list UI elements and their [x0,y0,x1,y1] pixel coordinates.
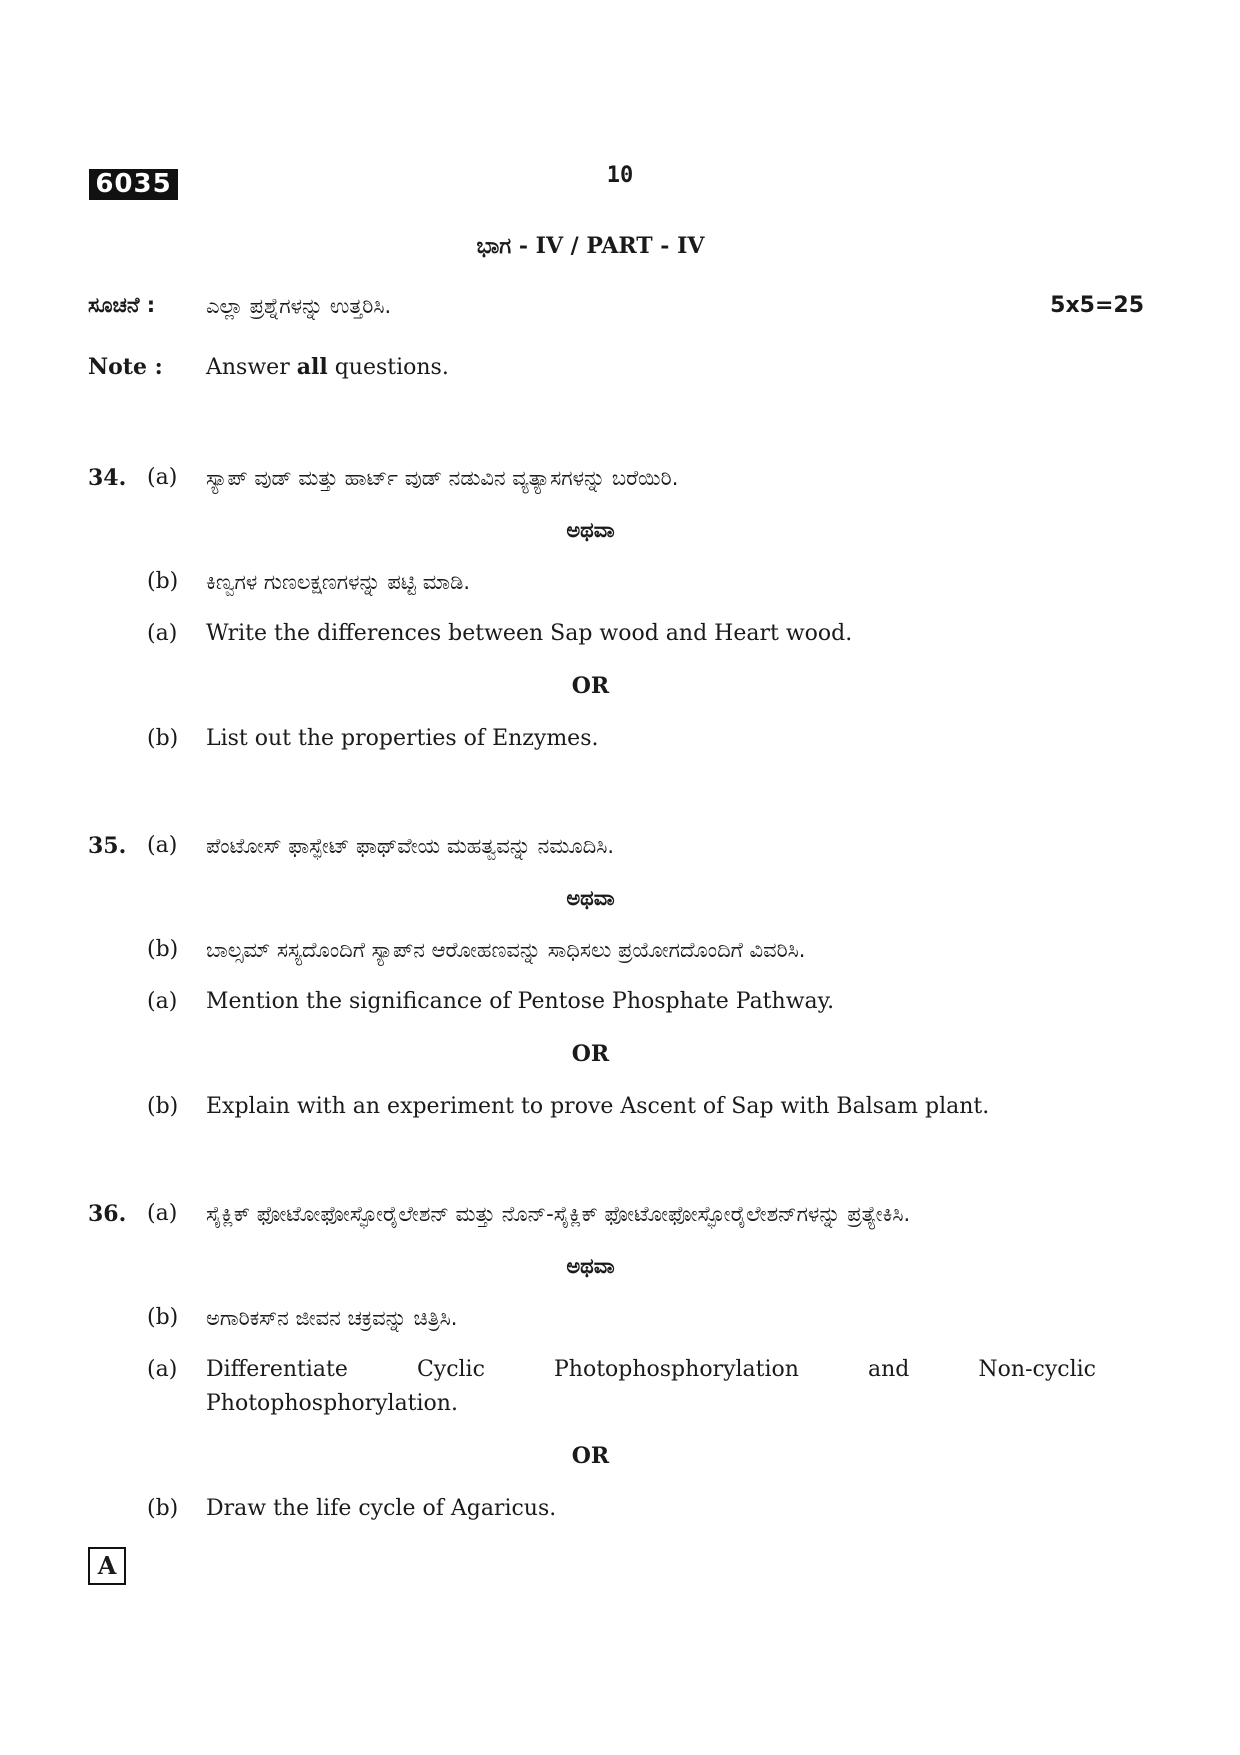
q35-kannada-option-b: ಬಾಲ್ಸಮ್ ಸಸ್ಯದೊಂದಿಗೆ ಸ್ಯಾಪ್‌ನ ಆರೋಹಣವನ್ನು ಸಾಧಿಸಲು ಪ್ರಯೋಗದೊಂದಿಗೆ ವಿವರಿಸಿ. [206,938,806,962]
q34-english-option-a: Write the differences between Sap wood and Heart wood. [206,621,853,646]
q36-english-or: OR [571,1443,610,1469]
q36-kn-option-b-label: (b) [147,1305,179,1330]
instruction-label-kannada: ಸೂಚನೆ : [88,293,156,317]
q36-en-option-a-label: (a) [147,1357,178,1382]
q36-kannada-or: ಅಥವಾ [566,1254,615,1278]
question-set-box: A [88,1547,126,1585]
q34-english-or: OR [571,673,610,699]
q36-english-option-b: Draw the life cycle of Agaricus. [206,1496,557,1521]
q34-kannada-option-a: ಸ್ಯಾಪ್ ವುಡ್ ಮತ್ತು ಹಾರ್ಟ್ ವುಡ್ ನಡುವಿನ ವ್ಯತ್ಯಾಸಗಳನ್ನು ಬರೆಯಿರಿ. [206,466,679,490]
paper-code-badge: 6035 [89,169,178,200]
q35-kn-option-b-label: (b) [147,937,179,962]
q35-en-option-a-label: (a) [147,989,178,1014]
page-number: 10 [606,163,634,188]
note-label: Note : [88,354,163,380]
q36-english-option-a-line2: Photophosphorylation. [206,1391,458,1416]
q34-kn-option-b-label: (b) [147,569,179,594]
q36-kn-option-a-label: (a) [147,1201,178,1226]
q34-english-option-b: List out the properties of Enzymes. [206,726,599,751]
question-number-34: 34. [88,465,127,491]
q34-en-option-a-label: (a) [147,621,178,646]
q35-kannada-or: ಅಥವಾ [566,886,615,910]
q35-kannada-option-a: ಪೆಂಟೋಸ್ ಫಾಸ್ಫೇಟ್ ಫಾಥ್‌ವೇಯ ಮಹತ್ವವನ್ನು ನಮೂದಿಸಿ. [206,834,615,858]
part-title: ಭಾಗ - IV / PART - IV [476,233,705,259]
q34-kannada-option-b: ಕಿಣ್ವಗಳ ಗುಣಲಕ್ಷಣಗಳನ್ನು ಪಟ್ಟಿ ಮಾಡಿ. [206,570,471,594]
q35-english-option-b: Explain with an experiment to prove Ascent of Sap with Balsam plant. [206,1094,990,1119]
question-number-36: 36. [88,1201,127,1227]
note-text-after: questions. [334,355,449,380]
q34-kannada-or: ಅಥವಾ [566,518,615,542]
question-number-35: 35. [88,833,127,859]
q36-kannada-option-b: ಅಗಾರಿಕಸ್‌ನ ಜೀವನ ಚಕ್ರವನ್ನು ಚಿತ್ರಿಸಿ. [206,1306,458,1330]
note-text-bold: all [296,354,328,380]
marks-scheme: 5x5=25 [1050,293,1144,318]
q35-kn-option-a-label: (a) [147,833,178,858]
q34-en-option-b-label: (b) [147,726,179,751]
q36-en-option-b-label: (b) [147,1496,179,1521]
q36-english-option-a-line1: Differentiate Cyclic Photophosphorylation and Non-cyclic [206,1357,1096,1382]
note-text-before: Answer [206,355,290,380]
q36-kannada-option-a: ಸೈಕ್ಲಿಕ್ ಫೋಟೋಫೋಸ್ಫೋರೈಲೇಶನ್ ಮತ್ತು ನೊನ್-ಸೈಕ್ಲಿಕ್ ಫೋಟೋಫೋಸ್ಫೋರೈಲೇಶನ್‌ಗಳನ್ನು ಪ್ರತ್ಯೇಕಿಸಿ. [206,1202,911,1226]
instruction-text-kannada: ಎಲ್ಲಾ ಪ್ರಶ್ನೆಗಳನ್ನು ಉತ್ತರಿಸಿ. [206,294,392,318]
q35-english-option-a: Mention the significance of Pentose Phosphate Pathway. [206,989,835,1014]
q34-kn-option-a-label: (a) [147,465,178,490]
q35-en-option-b-label: (b) [147,1094,179,1119]
note-text [206,354,449,380]
q35-english-or: OR [571,1041,610,1067]
